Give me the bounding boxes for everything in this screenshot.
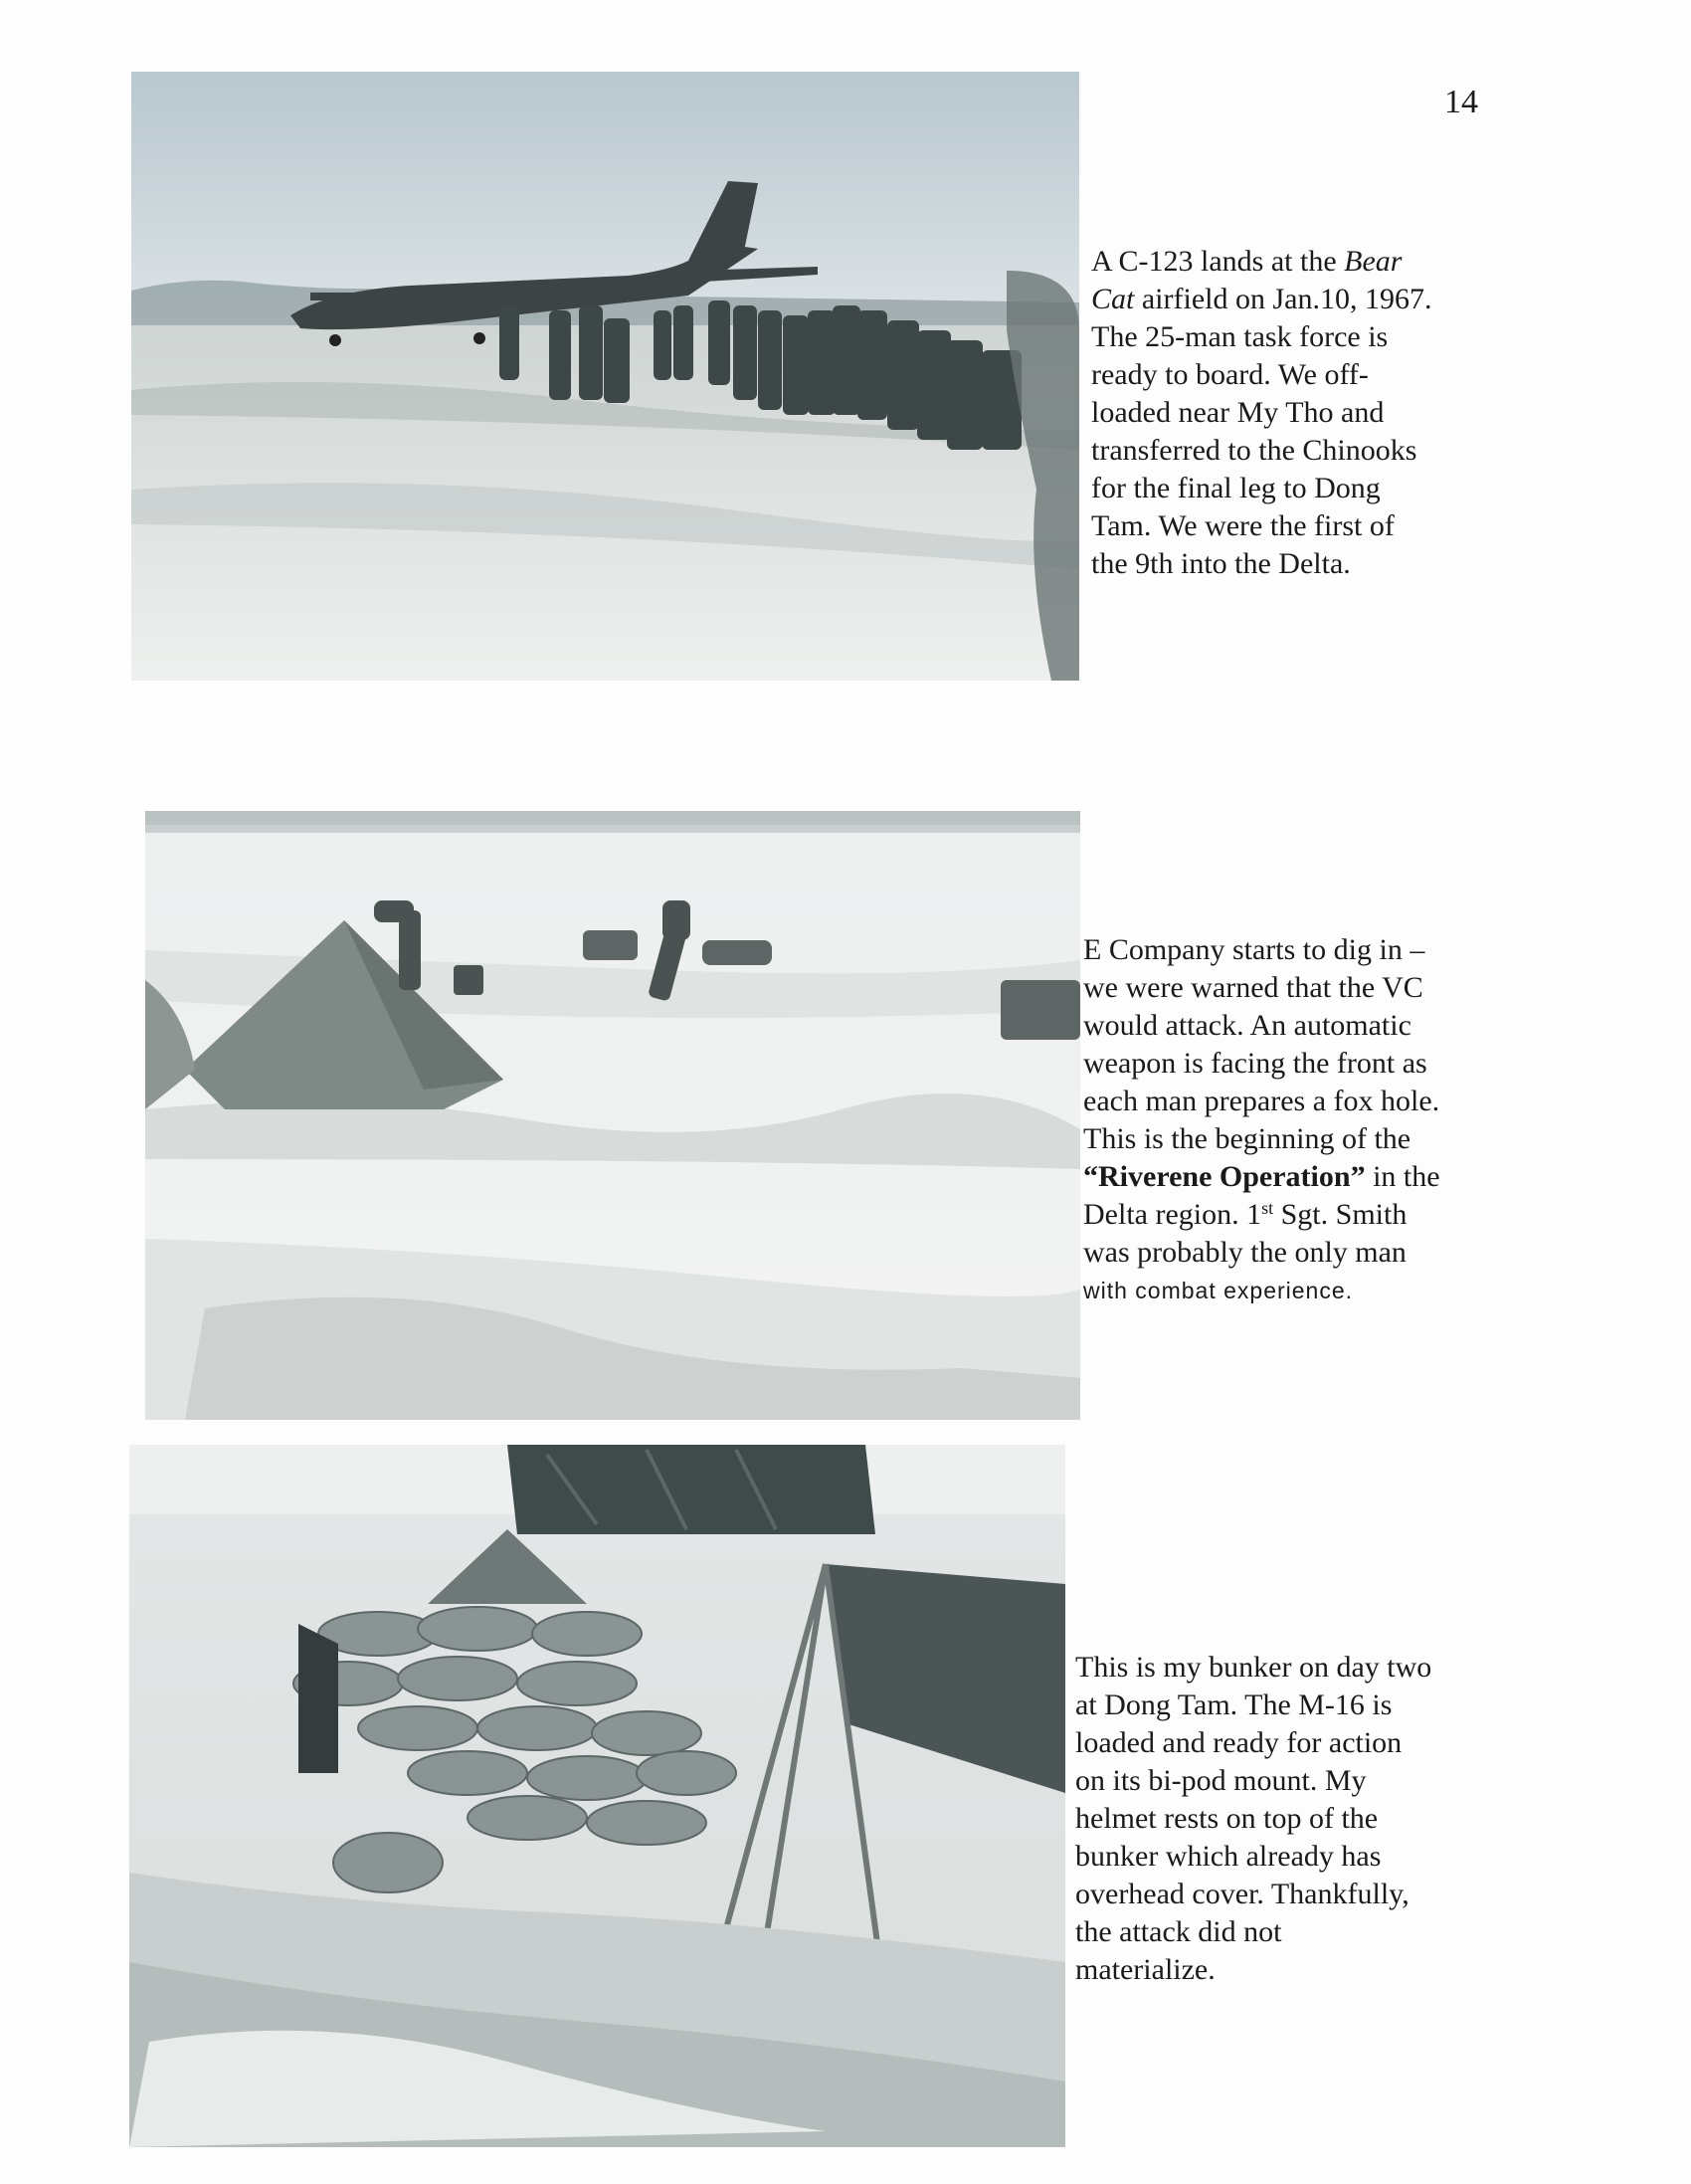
caption-dig-in <box>1083 931 1440 1309</box>
caption-line: overhead cover. Thankfully, <box>1075 1878 1409 1910</box>
caption-line: A C-123 lands at the Bear <box>1091 245 1403 278</box>
caption-line: This is my bunker on day two <box>1075 1651 1432 1684</box>
caption-line: would attack. An automatic <box>1083 1009 1411 1042</box>
caption-line: This is the beginning of the <box>1083 1122 1411 1155</box>
caption-bunker <box>1075 1649 1431 1989</box>
photo-digging-in <box>145 811 1080 1420</box>
caption-c123 <box>1091 243 1431 583</box>
caption-line: Tam. We were the first of <box>1091 509 1395 542</box>
caption-line: at Dong Tam. The M-16 is <box>1075 1688 1393 1721</box>
caption-line: Cat airfield on Jan.10, 1967. <box>1091 283 1432 315</box>
caption-line: E Company starts to dig in – <box>1083 933 1425 966</box>
caption-line: loaded near My Tho and <box>1091 396 1385 429</box>
caption-line: The 25-man task force is <box>1091 320 1389 353</box>
caption-line: was probably the only man <box>1083 1236 1407 1269</box>
caption-line: Delta region. 1st Sgt. Smith <box>1083 1198 1408 1231</box>
caption-line: loaded and ready for action <box>1075 1726 1403 1759</box>
caption-line: materialize. <box>1075 1953 1216 1986</box>
page-number: 14 <box>1444 84 1478 120</box>
caption-line: each man prepares a fox hole. <box>1083 1085 1440 1117</box>
caption-line: with combat experience. <box>1083 1278 1354 1303</box>
caption-line: weapon is facing the front as <box>1083 1047 1427 1080</box>
caption-line: for the final leg to Dong <box>1091 472 1381 504</box>
caption-line: we were warned that the VC <box>1083 971 1423 1004</box>
caption-line: “Riverene Operation” in the <box>1083 1160 1440 1193</box>
caption-line: the attack did not <box>1075 1915 1282 1948</box>
photo-bunker <box>129 1445 1065 2147</box>
caption-line: the 9th into the Delta. <box>1091 547 1351 580</box>
caption-line: helmet rests on top of the <box>1075 1802 1379 1835</box>
caption-line: ready to board. We off- <box>1091 358 1369 391</box>
caption-line: bunker which already has <box>1075 1840 1382 1873</box>
caption-line: on its bi-pod mount. My <box>1075 1764 1367 1797</box>
caption-line: transferred to the Chinooks <box>1091 434 1417 467</box>
photo-c123-airfield <box>131 72 1079 681</box>
